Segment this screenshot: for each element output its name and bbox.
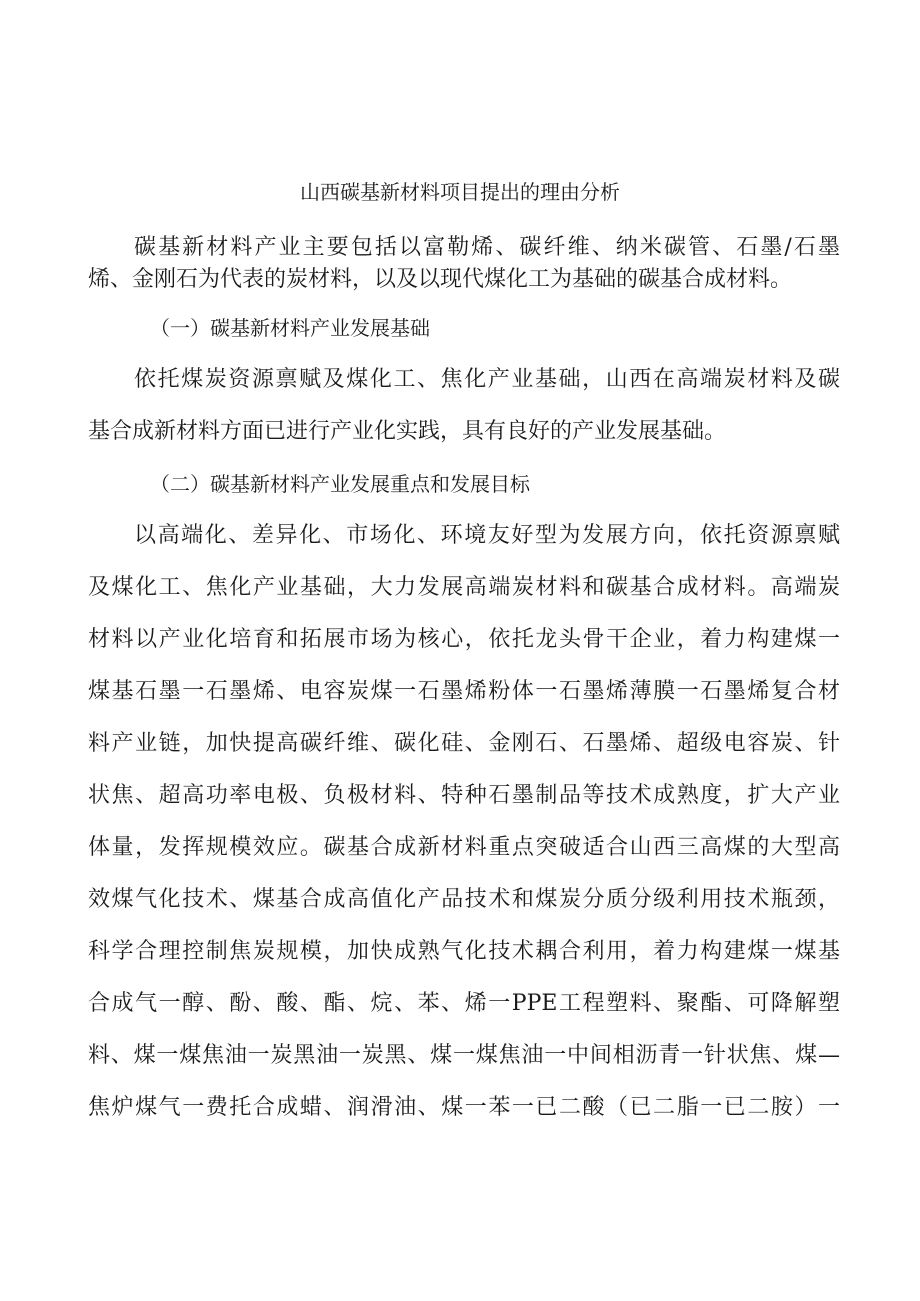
section2-heading: （二）碳基新材料产业发展重点和发展目标 <box>150 472 530 496</box>
intro-line-2: 烯、金刚石为代表的炭材料，以及以现代煤化工为基础的碳基合成材料。 <box>88 267 793 292</box>
section2-line-10: 合成气一醇、酚、酸、酯、烷、苯、烯一PPE工程塑料、聚酯、可降解塑 <box>88 991 840 1016</box>
section2-line-12: 焦炉煤气一费托合成蜡、润滑油、煤一苯一已二酸（已二脂一已二胺）一 <box>88 1095 840 1120</box>
section2-line-6: 状焦、超高功率电极、负极材料、特种石墨制品等技术成熟度，扩大产业 <box>88 783 840 808</box>
section2-line-8: 效煤气化技术、煤基合成高值化产品技术和煤炭分质分级利用技术瓶颈， <box>88 887 840 912</box>
section2-line-3: 材料以产业化培育和拓展市场为核心，依托龙头骨干企业，着力构建煤一 <box>88 627 840 652</box>
document-title: 山西碳基新材料项目提出的理由分析 <box>300 180 620 204</box>
section2-line-4: 煤基石墨一石墨烯、电容炭煤一石墨烯粉体一石墨烯薄膜一石墨烯复合材 <box>88 679 840 704</box>
section2-line-5: 料产业链，加快提高碳纤维、碳化硅、金刚石、石墨烯、超级电容炭、针 <box>88 731 840 756</box>
section1-line-1: 依托煤炭资源禀赋及煤化工、焦化产业基础，山西在高端炭材料及碳 <box>134 367 840 392</box>
intro-line-1: 碳基新材料产业主要包括以富勒烯、碳纤维、纳米碳管、石墨/石墨 <box>134 235 840 260</box>
section2-line-11: 料、煤一煤焦油一炭黑油一炭黑、煤一煤焦油一中间相沥青一针状焦、煤— <box>88 1043 840 1068</box>
section2-line-9: 科学合理控制焦炭规模，加快成熟气化技术耦合利用，着力构建煤一煤基 <box>88 939 840 964</box>
section2-line-2: 及煤化工、焦化产业基础，大力发展高端炭材料和碳基合成材料。高端炭 <box>88 575 840 600</box>
section1-heading: （一）碳基新材料产业发展基础 <box>150 316 430 340</box>
section1-line-2: 基合成新材料方面已进行产业化实践，具有良好的产业发展基础。 <box>88 419 727 444</box>
section2-line-1: 以高端化、差异化、市场化、环境友好型为发展方向，依托资源禀赋 <box>134 523 840 548</box>
section2-line-7: 体量，发挥规模效应。碳基合成新材料重点突破适合山西三高煤的大型高 <box>88 835 840 860</box>
